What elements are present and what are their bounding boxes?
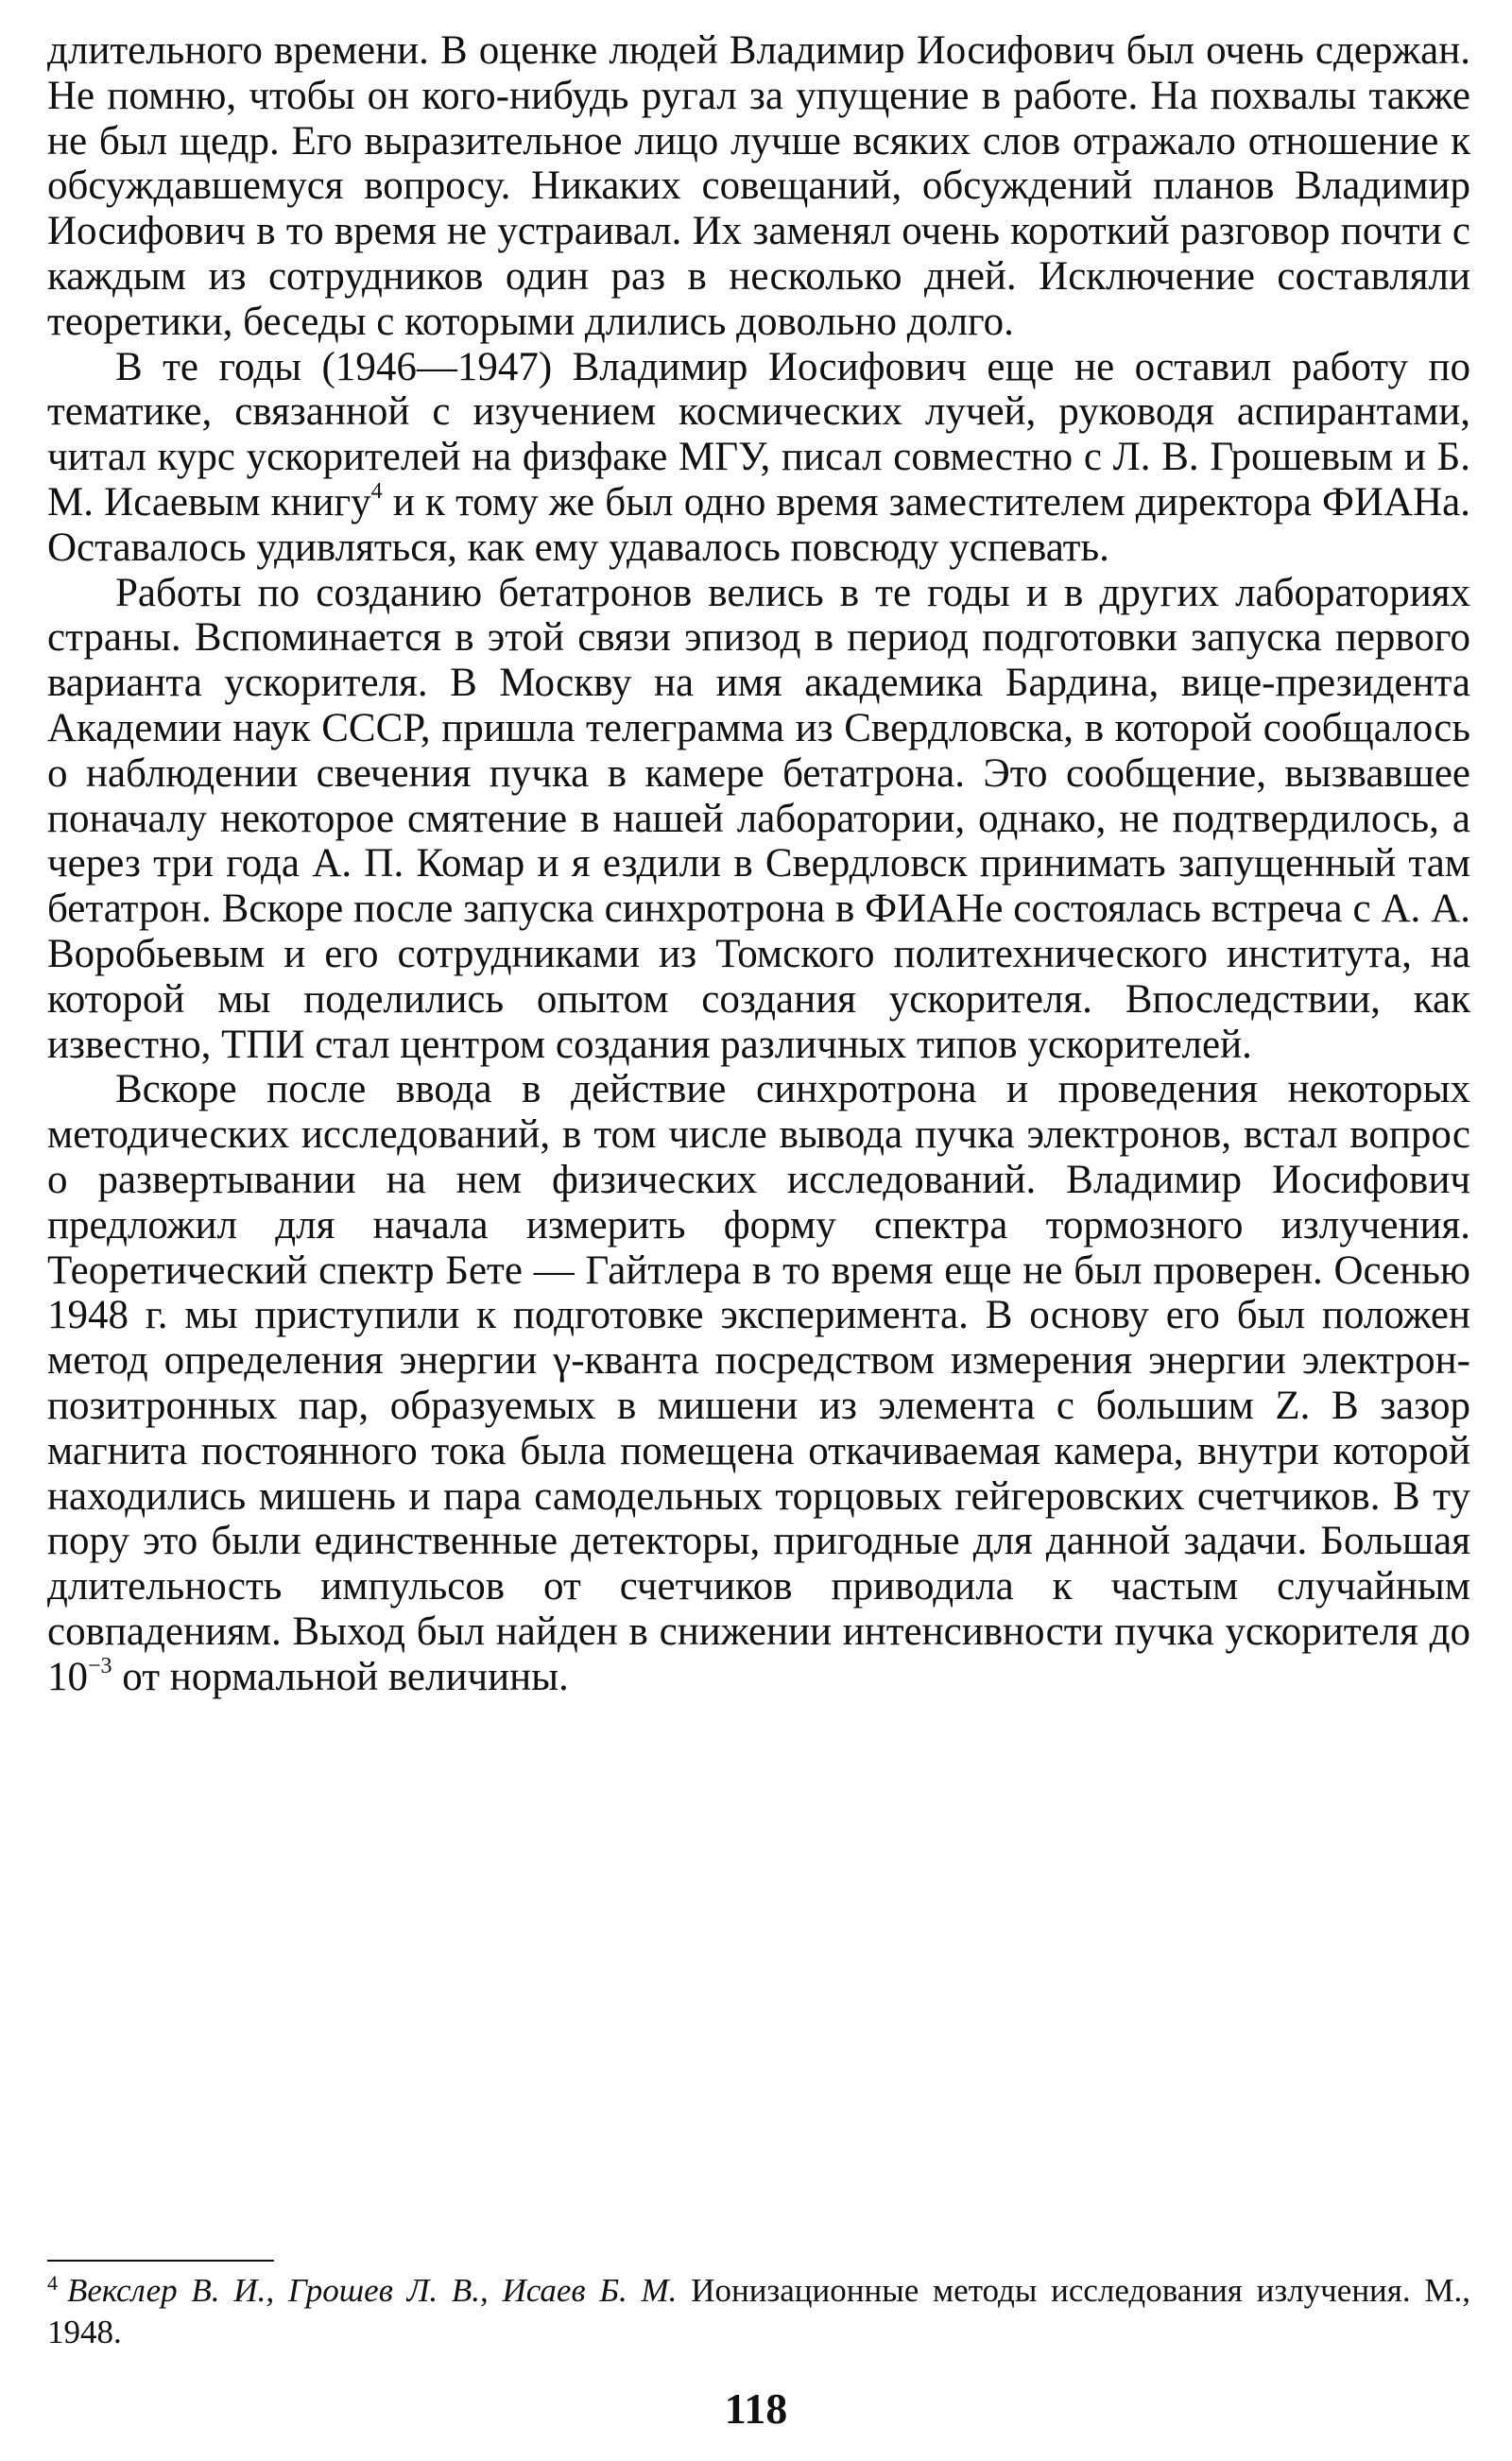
paragraph-1: длительного времени. В оценке людей Владимир Иосифович был очень сдержан. Не помню, чтобы он кого-нибудь ругал за упущение в работе. На похвалы также не был щедр. Его выразительное лицо лучше всяких слов отражало отношение к обсуждавшемуся вопросу. Никаких совещаний, обсуждений планов Владимир Иосифович в то время не устраивал. Их заменял очень короткий разговор почти с каждым из сотрудников один раз в несколько дней. Исключение составляли теоретики, беседы с которыми длились довольно долго. [47, 28, 1470, 344]
footnote-marker: 4 [47, 2271, 58, 2295]
paragraph-4-text-continued: от нормальной величины. [112, 1654, 569, 1699]
footnote-text: Ионизационные методы исследования излучения. М., 1948. [47, 2272, 1470, 2350]
footnote-authors: Векслер В. И., Грошев Л. В., Исаев Б. М. [67, 2272, 678, 2309]
paragraph-3: Работы по созданию бетатронов велись в те годы и в других лабораториях страны. Вспоминается в этой связи эпизод в период подготовки запуска первого варианта ускорителя. В Москву на имя академика Бардина, вице-президента Академии наук СССР, пришла телеграмма из Свердловска, в которой сообщалось о наблюдении свечения пучка в камере бетатрона. Это сообщение, вызвавшее поначалу некоторое смятение в нашей лаборатории, однако, не подтвердилось, а через три года А. П. Комар и я ездили в Свердловск принимать запущенный там бетатрон. Вскоре после запуска синхротрона в ФИАНе состоялась встреча с А. А. Воробьевым и его сотрудниками из Томского политехнического института, на которой мы поделились опытом создания ускорителя. Впоследствии, как известно, ТПИ стал центром создания различных типов ускорителей. [47, 570, 1470, 1067]
paragraph-2 [47, 345, 1470, 571]
paragraph-4-text: Вскоре после ввода в действие синхротрона и проведения некоторых методических исследований, в том числе вывода пучка электронов, встал вопрос о развертывании на нем физических исследований. Владимир Иосифович предложил для начала измерить форму спектра тормозного излучения. Теоретический спектр Бете — Гайтлера в то время еще не был проверен. Осенью 1948 г. мы приступили к подготовке эксперимента. В основу его был положен метод определения энергии γ-кванта посредством измерения энергии электрон-позитронных пар, образуемых в мишени из элемента с большим Z. В зазор магнита постоянного тока была помещена откачиваемая камера, внутри которой находились мишень и пара самодельных торцовых гейгеровских счетчиков. В ту пору это были единственные детекторы, пригодные для данной задачи. Большая длительность импульсов от счетчиков приводила к частым случайным совпадениям. Выход был найден в снижении интенсивности пучка ускорителя до 10 [47, 1067, 1470, 1699]
exponent: −3 [88, 1653, 112, 1678]
footnote-reference[interactable]: 4 [370, 478, 383, 504]
page-body [47, 28, 1470, 1699]
paragraph-2-text: В те годы (1946—1947) Владимир Иосифович еще не оставил работу по тематике, связанной с изучением космических лучей, руководя аспирантами, читал курс ускорителей на физфаке МГУ, писал совместно с Л. В. Грошевым и Б. М. Исаевым книгу [47, 344, 1470, 525]
footnote [47, 2270, 1470, 2353]
page-number: 118 [724, 2384, 788, 2433]
footnote-divider [47, 2260, 274, 2262]
paragraph-2-text-continued: и к тому же был одно время заместителем директора ФИАНа. Оставалось удивляться, как ему удавалось повсюду успевать. [47, 479, 1470, 570]
paragraph-4 [47, 1067, 1470, 1699]
